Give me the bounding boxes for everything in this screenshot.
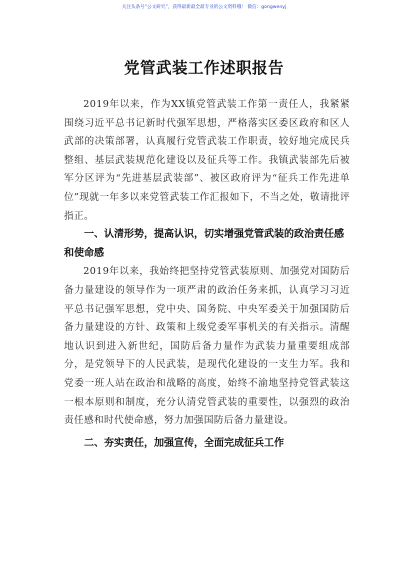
section-2-heading: 二、夯实责任，加强宣传，全面完成征兵工作 xyxy=(84,437,284,449)
intro-paragraph: 2019年以来，作为XX镇党管武装工作第一责任人，我紧紧围绕习近平总书记新时代强军思想，严格落实区委区政府和区人武部的决策部署，认真履行党管武装工作职责，较好地完成民兵整组、基层武装规范化建设以及征兵等工作。我镇武装部先后被军分区评为“先进基层武装部”、被区政府评为“征兵工作先进单位”现就一年多以来党管武装工作汇报如下，不当之处，敬请批评指正。 xyxy=(64,99,350,222)
document-body xyxy=(64,96,350,453)
document-title: 党管武装工作述职报告 xyxy=(123,59,284,77)
section-1-heading: 一、认清形势，提高认识，切实增强党管武装的政治责任感和使命感 xyxy=(64,229,344,259)
promo-banner: 关注头条号“公文研究”，获得最新最全最专业的公文资料哦！ 微信：gongwenyj xyxy=(121,5,287,10)
section-1-paragraph: 2019年以来，我始终把坚持党管武装原则、加强党对国防后备力量建设的领导作为一项严肃的政治任务来抓，认真学习习近平总书记强军思想，党中央、国务院、中央军委关于加强国防后备力量建设的方针、政策和上级党委军事机关的有关指示。清醒地认识到进入新世纪，国防后备力量作为武装力量重要组成部分，是党领导下的人民武装，是现代化建设的一支生力军。我和党委一班人站在政治和战略的高度，始终不渝地坚持党管武装这一根本原则和制度，充分认清党管武装的重要性，以强烈的政治责任感和时代使命感，努力加强国防后备力量建设。 xyxy=(64,266,350,427)
